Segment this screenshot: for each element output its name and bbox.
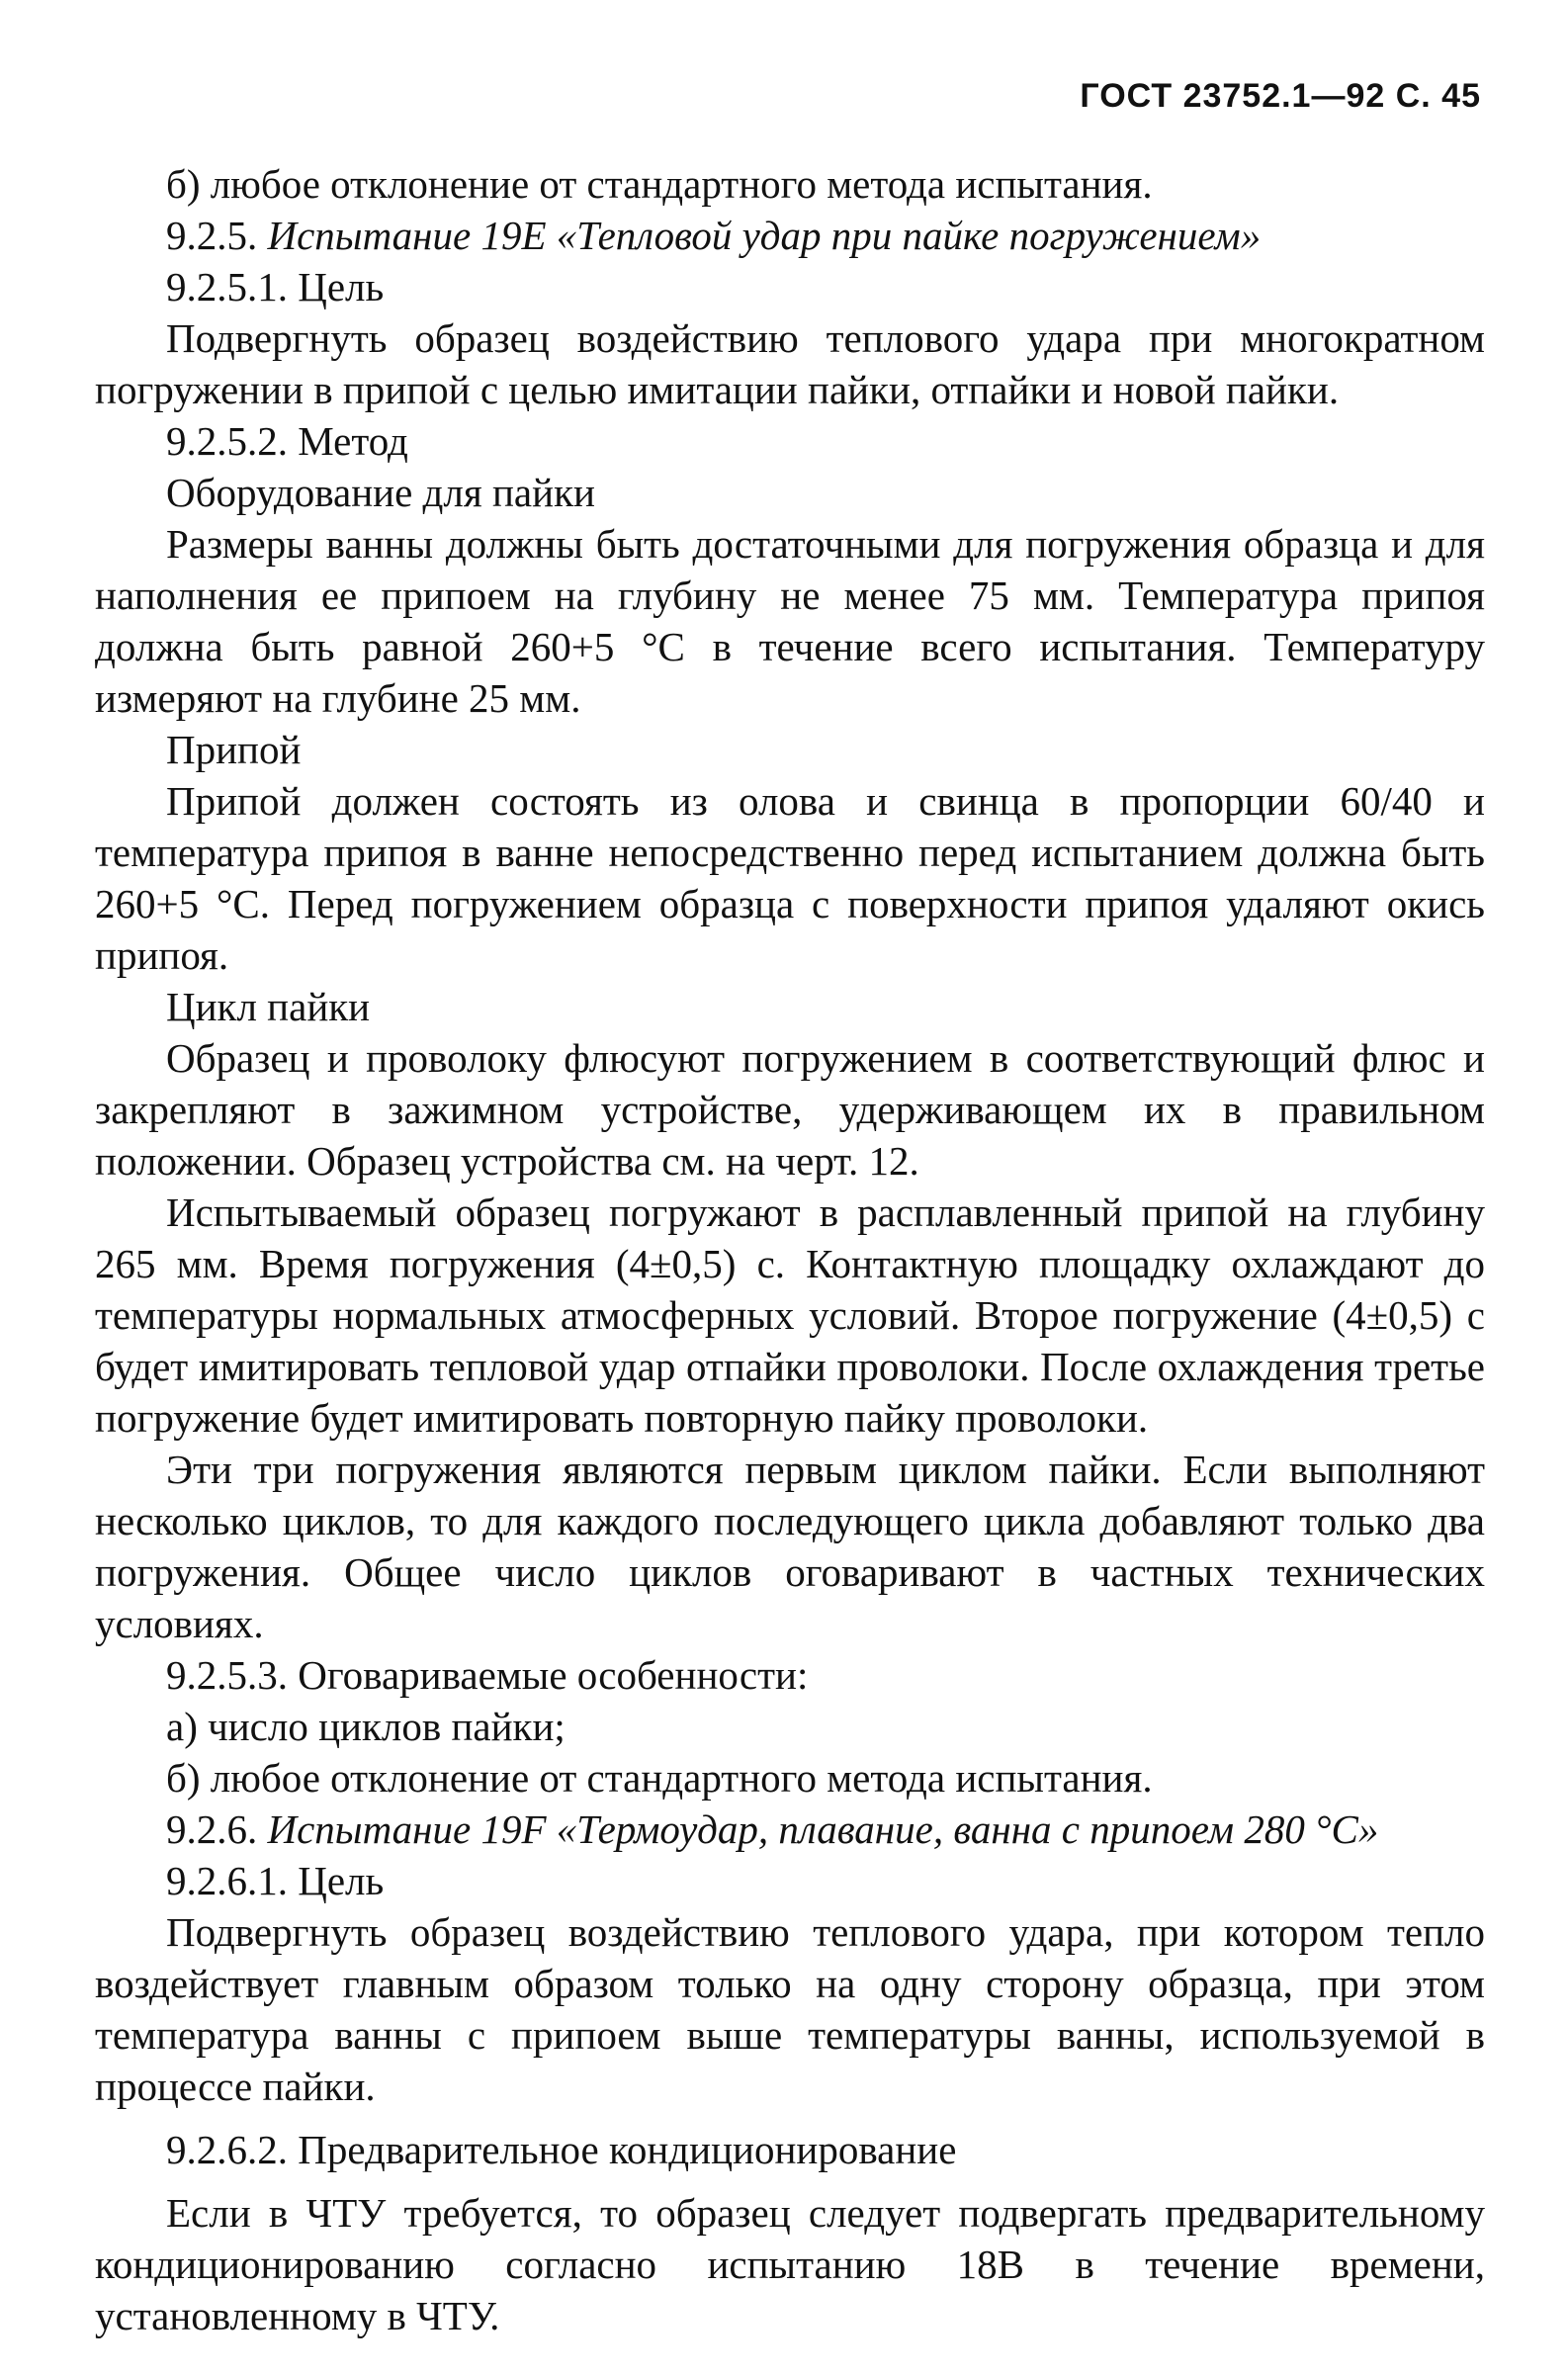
paragraph: 9.2.5.2. Метод <box>166 418 408 464</box>
page-header: ГОСТ 23752.1—92 С. 45 <box>1080 77 1481 115</box>
section-heading <box>95 1803 1485 1855</box>
paragraph: Подвергнуть образец воздействию теплового удара при многократном погружении в припой с целью имитации пайки, отпайки и новой пайки. <box>95 315 1485 412</box>
section-title: Испытание 19F «Термоудар, плавание, ванна с припоем 280 °С» <box>267 1806 1379 1852</box>
paragraph: 9.2.5.1. Цель <box>166 264 385 309</box>
paragraph: Подвергнуть образец воздействию теплового удара, при котором тепло воздействует главным образом только на одну сторону образца, при этом температура ванны с припоем выше температуры ванны, используемой в процессе пайки. <box>95 1909 1485 2109</box>
paragraph: Испытываемый образец погружают в расплавленный припой на глубину 265 мм. Время погружения (4±0,5) с. Контактную площадку охлаждают до температуры нормальных атмосферных условий. Второе погружение (4±0,5) с будет имитировать тепловой удар отпайки проволоки. После охлаждения третье погружение будет имитировать повторную пайку проволоки. <box>95 1189 1485 1441</box>
paragraph: б) любое отклонение от стандартного метода испытания. <box>166 1755 1153 1801</box>
paragraph: 9.2.5.3. Оговариваемые особенности: <box>166 1652 809 1698</box>
paragraph: б) любое отклонение от стандартного метода испытания. <box>166 161 1153 207</box>
paragraph: Цикл пайки <box>166 984 371 1029</box>
paragraph: Образец и проволоку флюсуют погружением в соответствующий флюс и закрепляют в зажимном устройстве, удерживающем их в правильном положении. Образец устройства см. на черт. 12. <box>95 1035 1485 1184</box>
paragraph: 9.2.6.2. Предварительное кондиционирование <box>166 2127 957 2172</box>
paragraph: Припой <box>166 727 302 772</box>
paragraph: Размеры ванны должны быть достаточными для погружения образца и для наполнения ее припоем на глубину не менее 75 мм. Температура припоя должна быть равной 260+5 °С в течение всего испытания. Температуру измеряют на глубине 25 мм. <box>95 521 1485 721</box>
section-heading <box>95 210 1485 261</box>
paragraph: Если в ЧТУ требуется, то образец следует подвергать предварительному кондиционированию согласно испытанию 18В в течение времени, установленному в ЧТУ. <box>95 2190 1485 2338</box>
paragraph: 9.2.6.1. Цель <box>166 1858 385 1903</box>
paragraph: Оборудование для пайки <box>166 470 595 515</box>
section-number: 9.2.5. <box>166 213 258 258</box>
section-number: 9.2.6. <box>166 1806 258 1852</box>
section-title: Испытание 19E «Тепловой удар при пайке погружением» <box>267 213 1262 258</box>
document-body <box>95 158 1485 2341</box>
paragraph: Эти три погружения являются первым циклом пайки. Если выполняют несколько циклов, то для каждого последующего цикла добавляют только два погружения. Общее число циклов оговаривают в частных технических условиях. <box>95 1447 1485 1646</box>
paragraph: Припой должен состоять из олова и свинца в пропорции 60/40 и температура припоя в ванне непосредственно перед испытанием должна быть 260+5 °С. Перед погружением образца с поверхности припоя удаляют окись припоя. <box>95 778 1485 978</box>
paragraph: а) число циклов пайки; <box>166 1704 566 1749</box>
